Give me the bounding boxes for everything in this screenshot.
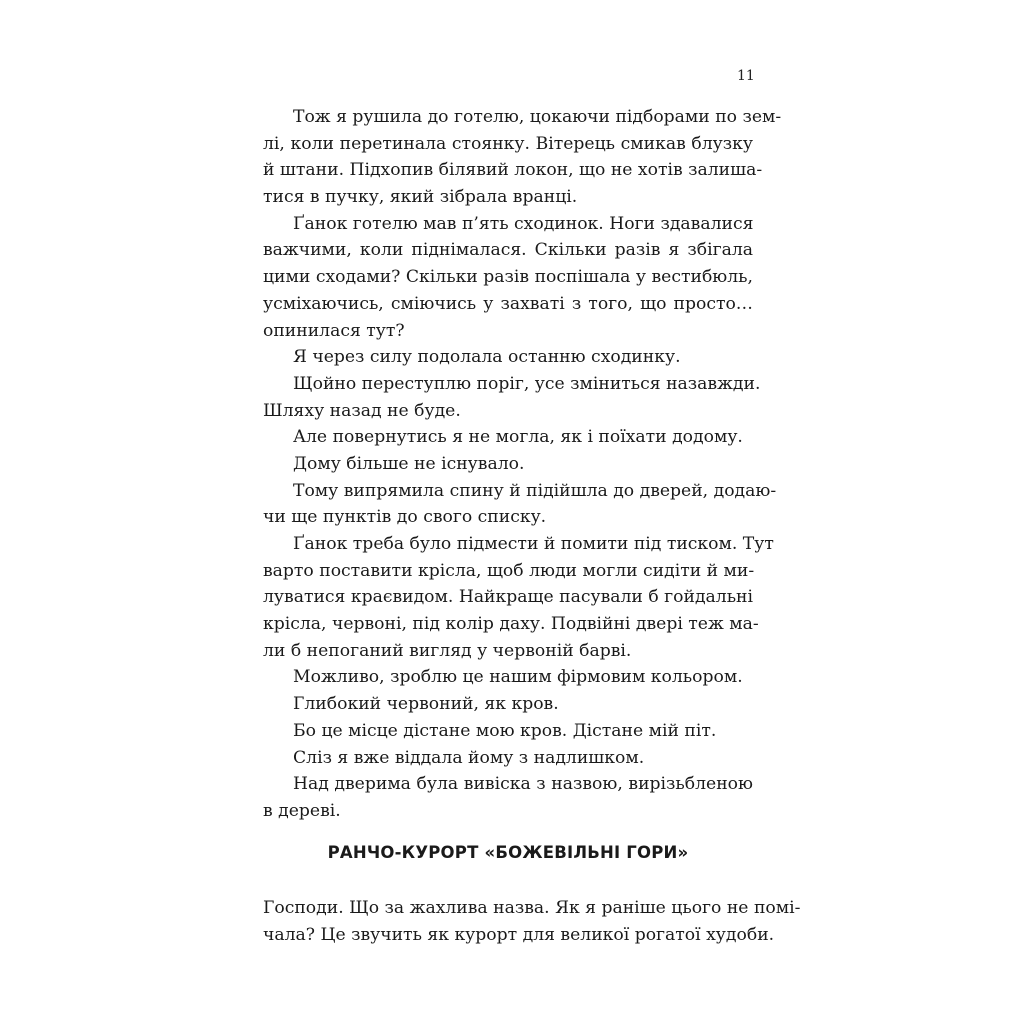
paragraph-line: луватися краєвидом. Найкраще пасували б гойдальні bbox=[263, 587, 754, 608]
paragraph-line: Шляху назад не буде. bbox=[263, 400, 461, 421]
paragraph-line: Сліз я вже віддала йому з надлишком. bbox=[293, 747, 645, 768]
paragraph-line: варто поставити крісла, щоб люди могли сидіти й ми- bbox=[263, 560, 755, 581]
paragraph-line: Над дверима була вивіска з назвою, вирізьбленою bbox=[293, 774, 753, 795]
paragraph-line: Бо це місце дістане мою кров. Дістане мій піт. bbox=[293, 720, 717, 741]
paragraph-line: в дереві. bbox=[263, 800, 341, 821]
paragraph-line: крісла, червоні, під колір даху. Подвійні двері теж ма- bbox=[263, 614, 759, 635]
page-number: 11 bbox=[737, 68, 755, 84]
paragraph-line: Господи. Що за жахлива назва. Як я раніше цього не помі- bbox=[263, 898, 801, 918]
paragraph-line: опинилася тут? bbox=[263, 320, 405, 341]
body-text bbox=[263, 104, 782, 825]
paragraph-line: Дому більше не існувало. bbox=[293, 453, 525, 474]
sign-heading: РАНЧО-КУРОРТ «БОЖЕВІЛЬНІ ГОРИ» bbox=[327, 843, 689, 862]
after-heading-text bbox=[263, 895, 801, 948]
paragraph-line: чала? Це звучить як курорт для великої рогатої худоби. bbox=[263, 924, 775, 945]
paragraph-line: Можливо, зроблю це нашим фірмовим кольором. bbox=[293, 667, 743, 688]
paragraph-line: Глибокий червоний, як кров. bbox=[293, 694, 559, 715]
paragraph-line: важчими, коли піднімалася. Скільки разів я збігала bbox=[263, 240, 753, 261]
paragraph-line: й штани. Підхопив білявий локон, що не хотів залиша- bbox=[263, 160, 763, 181]
paragraph-line: лі, коли перетинала стоянку. Вітерець смикав блузку bbox=[263, 133, 753, 154]
paragraph-line: ли б непоганий вигляд у червоній барві. bbox=[263, 640, 632, 661]
paragraph-line: тися в пучку, який зібрала вранці. bbox=[263, 187, 578, 208]
paragraph-line: Щойно переступлю поріг, усе зміниться назавжди. bbox=[293, 373, 761, 394]
paragraph-line: Я через силу подолала останню сходинку. bbox=[293, 347, 681, 368]
paragraph-line: Ґанок готелю мав п’ять сходинок. Ноги здавалися bbox=[293, 213, 754, 234]
paragraph-line: Ґанок треба було підмести й помити під тиском. Тут bbox=[293, 534, 774, 554]
paragraph-line: цими сходами? Скільки разів поспішала у вестибюль, bbox=[263, 267, 753, 288]
paragraph-line: чи ще пунктів до свого списку. bbox=[263, 507, 547, 528]
paragraph-line: усміхаючись, сміючись у захваті з того, що просто… bbox=[263, 293, 753, 314]
paragraph-line: Але повернутись я не могла, як і поїхати додому. bbox=[293, 427, 743, 448]
paragraph-line: Тож я рушила до готелю, цокаючи підборами по зем- bbox=[293, 107, 782, 127]
paragraph-line: Тому випрямила спину й підійшла до дверей, додаю- bbox=[293, 480, 777, 501]
